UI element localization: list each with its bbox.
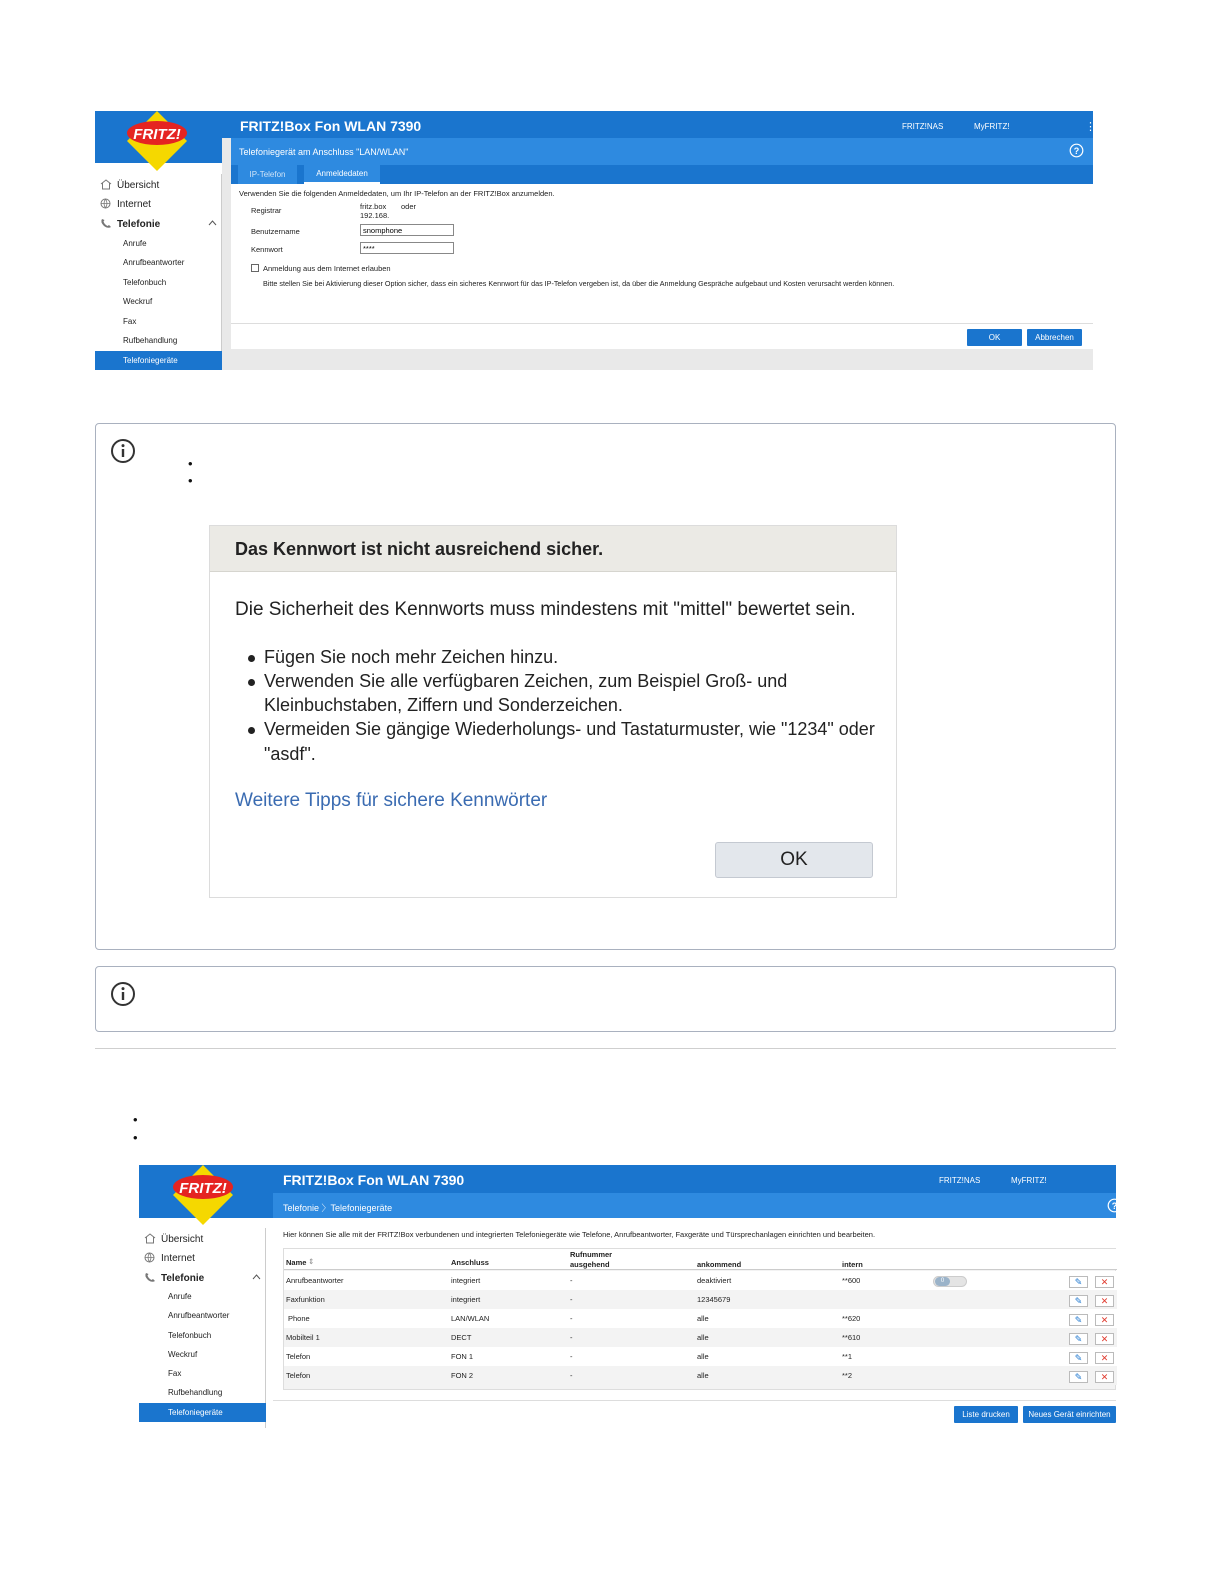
tab-ip-telefon[interactable]: IP-Telefon [238, 165, 297, 184]
password-warning-dialog [209, 525, 897, 898]
registrar-ip: 192.168. [360, 211, 390, 220]
username-input[interactable] [360, 224, 454, 236]
password-tips-link[interactable]: Weitere Tipps für sichere Kennwörter [235, 790, 548, 811]
col-anschluss: Anschluss [451, 1258, 489, 1267]
cell-intern: **610 [842, 1333, 861, 1342]
bullet-dot [248, 727, 255, 734]
home-icon [144, 1233, 156, 1244]
sidebar-item-telefonie[interactable]: Telefonie [117, 219, 161, 230]
product-title: FRITZ!Box Fon WLAN 7390 [283, 1172, 465, 1188]
myfritz-link[interactable]: MyFRITZ! [1011, 1176, 1047, 1185]
intro-text: Hier können Sie alle mit der FRITZ!Box verbundenen und integrierten Telefoniegeräte wie Telefone, Anrufbeantworter, Faxgeräte und Türsprechanlagen einrichten und bearbeiten. [283, 1230, 876, 1239]
delete-icon[interactable]: ✕ [1095, 1314, 1114, 1326]
sidebar-item-internet[interactable]: Internet [161, 1253, 195, 1264]
sidebar [139, 1228, 266, 1428]
home-icon [100, 179, 112, 190]
product-title: FRITZ!Box Fon WLAN 7390 [240, 118, 422, 134]
sidebar-item-uebersicht[interactable]: Übersicht [117, 180, 160, 191]
empty-bullet: • [188, 456, 193, 471]
cell-ankommend: deaktiviert [697, 1276, 732, 1285]
bullet-dot [248, 679, 255, 686]
cell-intern: **1 [842, 1352, 853, 1361]
col-ausgehend: ausgehend [570, 1260, 610, 1269]
globe-icon [144, 1252, 155, 1263]
tab-anmeldedaten[interactable]: Anmeldedaten [304, 165, 380, 184]
cell-ausgehend: - [570, 1352, 573, 1361]
sidebar-item-anrufe[interactable]: Anrufe [168, 1292, 192, 1301]
edit-icon[interactable]: ✎ [1069, 1276, 1088, 1288]
myfritz-link[interactable]: MyFRITZ! [974, 122, 1010, 131]
bullet-dot [248, 655, 255, 662]
sidebar-item-rufbehandlung[interactable]: Rufbehandlung [123, 336, 178, 345]
button-divider [273, 1400, 1116, 1401]
dialog-tip-2: Verwenden Sie alle verfügbaren Zeichen, zum Beispiel Groß- und [264, 671, 788, 691]
sidebar-item-telefoniegeraete[interactable] [139, 1403, 266, 1422]
sidebar-item-anrufbeantworter[interactable]: Anrufbeantworter [168, 1311, 230, 1320]
dialog-title: Das Kennwort ist nicht ausreichend sicher. [235, 539, 604, 559]
subheader [231, 138, 1093, 165]
sidebar-item-weckruf[interactable]: Weckruf [168, 1350, 198, 1359]
fritzbox-screenshot-telefoniegeraete [139, 1165, 1116, 1428]
empty-bullet: • [133, 1112, 138, 1127]
table [283, 1248, 1116, 1390]
chevron-up-icon[interactable] [208, 220, 217, 226]
sidebar-item-fax[interactable]: Fax [168, 1369, 182, 1378]
edit-icon[interactable]: ✎ [1069, 1314, 1088, 1326]
globe-icon [100, 198, 111, 209]
empty-bullet: • [188, 473, 193, 488]
fritznas-link[interactable]: FRITZ!NAS [939, 1176, 981, 1185]
cell-ankommend: alle [697, 1352, 709, 1361]
password-label: Kennwort [251, 245, 283, 254]
cell-name: Phone [288, 1314, 310, 1323]
activation-toggle[interactable] [933, 1276, 967, 1287]
help-icon[interactable] [1107, 1198, 1122, 1213]
internet-login-checkbox[interactable] [251, 264, 259, 272]
cell-intern: **2 [842, 1371, 853, 1380]
ok-button[interactable]: OK [967, 329, 1022, 346]
cell-name: Mobilteil 1 [286, 1333, 320, 1342]
fritz-logo [171, 1163, 235, 1227]
cell-anschluss: FON 2 [451, 1371, 474, 1380]
breadcrumb[interactable]: Telefonie 〉Telefoniegeräte [283, 1203, 393, 1213]
edit-icon[interactable]: ✎ [1069, 1371, 1088, 1383]
cell-ausgehend: - [570, 1276, 573, 1285]
cell-intern: **620 [842, 1314, 861, 1323]
delete-icon[interactable]: ✕ [1095, 1371, 1114, 1383]
empty-bullet: • [133, 1130, 138, 1145]
sort-icon[interactable]: ⇕ [308, 1257, 315, 1266]
cell-ausgehend: - [570, 1371, 573, 1380]
registrar-label: Registrar [251, 206, 282, 215]
button-divider [231, 323, 1093, 324]
cell-name: Telefon [286, 1352, 311, 1361]
delete-icon[interactable]: ✕ [1095, 1295, 1114, 1307]
cell-ankommend: 12345679 [697, 1295, 731, 1304]
sidebar-item-telefonbuch[interactable]: Telefonbuch [123, 278, 167, 287]
sidebar [95, 174, 222, 370]
cell-ausgehend: - [570, 1295, 573, 1304]
subheader-title: Telefoniegerät am Anschluss "LAN/WLAN" [239, 147, 409, 157]
sidebar-item-label: Telefoniegeräte [123, 356, 178, 365]
internet-login-label: Anmeldung aus dem Internet erlauben [263, 264, 391, 273]
delete-icon[interactable]: ✕ [1095, 1276, 1114, 1288]
intro-text: Verwenden Sie die folgenden Anmeldedaten, um Ihr IP-Telefon an der FRITZ!Box anzumelden. [239, 189, 555, 198]
content-panel [231, 184, 1093, 349]
password-input[interactable] [360, 242, 454, 254]
sidebar-item-uebersicht[interactable]: Übersicht [161, 1234, 204, 1245]
sidebar-item-telefoniegeraete[interactable] [95, 351, 222, 370]
help-icon[interactable] [1069, 143, 1084, 158]
chevron-up-icon[interactable] [252, 1274, 261, 1280]
dialog-tip-3-cont: "asdf". [264, 744, 316, 764]
dialog-header [210, 526, 896, 572]
fritz-logo [125, 109, 189, 173]
sidebar-item-label: Telefoniegeräte [168, 1408, 223, 1417]
cell-name: Telefon [286, 1371, 311, 1380]
fritzbox-screenshot-anmeldedaten [95, 111, 1096, 370]
svg-text:?: ? [1073, 146, 1080, 156]
dialog-tip-3: Vermeiden Sie gängige Wiederholungs- und Tastaturmuster, wie "1234" oder [264, 719, 875, 739]
cell-anschluss: FON 1 [451, 1352, 474, 1361]
sidebar-item-fax[interactable]: Fax [123, 317, 137, 326]
menu-icon[interactable]: ⋮ [1085, 121, 1096, 133]
section-divider [95, 1048, 1116, 1049]
delete-icon[interactable]: ✕ [1095, 1333, 1114, 1345]
svg-text:?: ? [1111, 1201, 1118, 1211]
cell-ausgehend: - [570, 1314, 573, 1323]
col-intern: intern [842, 1260, 863, 1269]
registrar-or: oder [401, 202, 417, 211]
print-list-button[interactable]: Liste drucken [954, 1406, 1018, 1423]
fritznas-link[interactable]: FRITZ!NAS [902, 122, 944, 131]
dialog-text: Die Sicherheit des Kennworts muss mindestens mit "mittel" bewertet sein. [235, 599, 856, 620]
registrar-value: fritz.box [360, 202, 387, 211]
edit-icon[interactable]: ✎ [1069, 1295, 1088, 1307]
cell-anschluss: integriert [451, 1276, 481, 1285]
info-icon [110, 981, 136, 1007]
username-label: Benutzername [251, 227, 300, 236]
logo-text: FRITZ! [179, 1180, 227, 1197]
cell-anschluss: LAN/WLAN [451, 1314, 490, 1323]
cell-name: Faxfunktion [286, 1295, 325, 1304]
dialog-tip-2-cont: Kleinbuchstaben, Ziffern und Sonderzeichen. [264, 695, 623, 715]
sidebar-item-weckruf[interactable]: Weckruf [123, 297, 153, 306]
info-icon [110, 438, 136, 464]
sidebar-item-rufbehandlung[interactable]: Rufbehandlung [168, 1388, 223, 1397]
sidebar-item-telefonbuch[interactable]: Telefonbuch [168, 1331, 212, 1340]
internet-login-hint: Bitte stellen Sie bei Aktivierung dieser Option sicher, dass ein sicheres Kennwort für das IP-Telefon vergeben ist, da über die Anmeldung Gespräche aufgebaut und Kosten verursacht werden können. [263, 279, 895, 288]
edit-icon[interactable]: ✎ [1069, 1333, 1088, 1345]
toggle-knob: 0 [935, 1277, 950, 1286]
cancel-button[interactable]: Abbrechen [1027, 329, 1082, 346]
edit-icon[interactable]: ✎ [1069, 1352, 1088, 1364]
sidebar-item-internet[interactable]: Internet [117, 199, 151, 210]
info-panel-password [95, 423, 1116, 950]
cell-ausgehend: - [570, 1333, 573, 1342]
delete-icon[interactable]: ✕ [1095, 1352, 1114, 1364]
new-device-button[interactable]: Neues Gerät einrichten [1023, 1406, 1116, 1423]
col-rufnummer: Rufnummer [570, 1250, 613, 1259]
col-ankommend: ankommend [697, 1260, 742, 1269]
subheader [273, 1193, 1116, 1218]
logo-text: FRITZ! [133, 126, 181, 143]
dialog-tip-1: Fügen Sie noch mehr Zeichen hinzu. [264, 647, 559, 667]
col-name[interactable]: Name [286, 1258, 307, 1267]
info-panel-empty [95, 966, 1116, 1032]
phone-icon [144, 1272, 156, 1283]
phone-icon [100, 218, 112, 229]
sidebar-item-anrufbeantworter[interactable]: Anrufbeantworter [123, 258, 185, 267]
cell-ankommend: alle [697, 1371, 709, 1380]
content-panel [273, 1218, 1116, 1428]
cell-name: Anrufbeantworter [286, 1276, 344, 1285]
cell-anschluss: DECT [451, 1333, 472, 1342]
dialog-ok-button[interactable]: OK [715, 842, 873, 878]
cell-anschluss: integriert [451, 1295, 481, 1304]
cell-ankommend: alle [697, 1314, 709, 1323]
sidebar-item-telefonie[interactable]: Telefonie [161, 1273, 205, 1284]
cell-ankommend: alle [697, 1333, 709, 1342]
cell-intern: **600 [842, 1276, 861, 1285]
sidebar-item-anrufe[interactable]: Anrufe [123, 239, 147, 248]
